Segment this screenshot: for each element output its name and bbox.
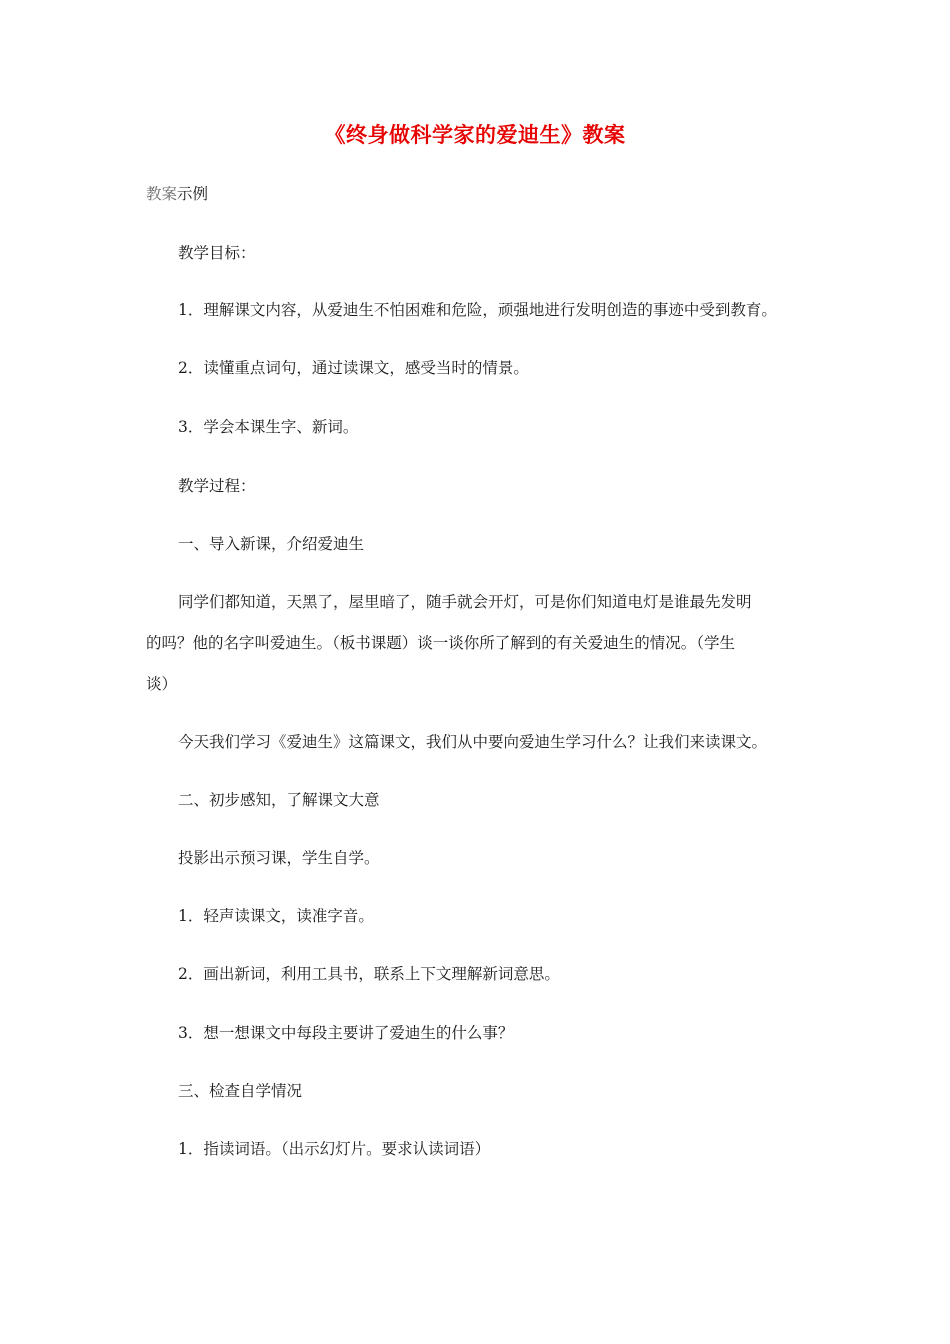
step1-paragraph-line3: 谈） <box>146 675 178 693</box>
step2-item-1: 1．轻声读课文，读准字音。 <box>178 907 374 925</box>
step2-heading: 二、初步感知，了解课文大意 <box>178 791 380 809</box>
step1-heading: 一、导入新课，介绍爱迪生 <box>178 535 365 553</box>
section-label-part2: 示例 <box>177 185 209 203</box>
step2-item-2: 2．画出新词，利用工具书，联系上下文理解新词意思。 <box>178 965 560 983</box>
step3-item-1: 1．指读词语。（出示幻灯片。要求认读词语） <box>178 1140 491 1158</box>
goals-heading: 教学目标： <box>178 244 256 262</box>
goal-item-2: 2．读懂重点词句，通过读课文，感受当时的情景。 <box>178 359 529 377</box>
step2-intro: 投影出示预习课，学生自学。 <box>178 849 380 867</box>
process-heading: 教学过程： <box>178 477 256 495</box>
document-title: 《终身做科学家的爱迪生》教案 <box>324 122 626 147</box>
step3-heading: 三、检查自学情况 <box>178 1082 303 1100</box>
goal-item-3: 3．学会本课生字、新词。 <box>178 418 359 436</box>
goal-item-1: 1．理解课文内容，从爱迪生不怕困难和危险，顽强地进行发明创造的事迹中受到教育。 <box>178 301 777 319</box>
section-label-part1: 教案 <box>146 185 178 203</box>
step1-paragraph-line1: 同学们都知道，天黑了，屋里暗了，随手就会开灯，可是你们知道电灯是谁最先发明 <box>178 593 752 611</box>
step2-item-3: 3．想一想课文中每段主要讲了爱迪生的什么事？ <box>178 1024 514 1042</box>
section-label <box>146 183 208 205</box>
step1-paragraph-line2: 的吗？他的名字叫爱迪生。（板书课题）谈一谈你所了解到的有关爱迪生的情况。（学生 <box>146 634 736 652</box>
step1-paragraph2: 今天我们学习《爱迪生》这篇课文，我们从中要向爱迪生学习什么？让我们来读课文。 <box>178 733 768 751</box>
